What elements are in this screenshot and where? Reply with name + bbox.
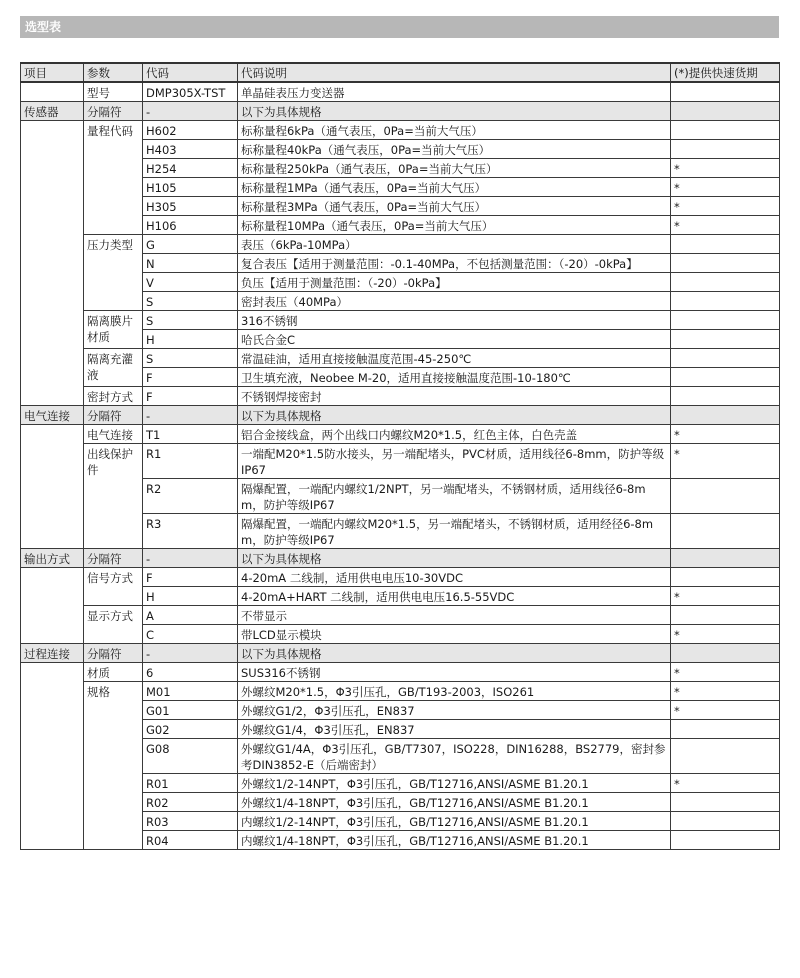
table-row [21,568,780,587]
table-row [21,387,780,406]
cell-code: - [143,102,238,121]
cell-desc: 内螺纹1/2-14NPT，Φ3引压孔，GB/T12716,ANSI/ASME B1.20.1 [238,812,671,831]
cell-code: H403 [143,140,238,159]
cell-quick: * [671,159,780,178]
cell-code: R3 [143,514,238,549]
cell-desc: 单晶硅表压力变送器 [238,82,671,102]
cell-quick: * [671,625,780,644]
cell-code: H [143,587,238,606]
separator-row [21,406,780,425]
cell-desc: 以下为具体规格 [238,644,671,663]
cell-desc: 铝合金接线盒，两个出线口内螺纹M20*1.5，红色主体，白色壳盖 [238,425,671,444]
cell-item [21,568,84,644]
cell-quick [671,387,780,406]
cell-code: H105 [143,178,238,197]
cell-quick [671,739,780,774]
cell-code: G02 [143,720,238,739]
cell-code: H305 [143,197,238,216]
header-item: 项目 [21,63,84,82]
cell-code: 6 [143,663,238,682]
cell-desc: 以下为具体规格 [238,102,671,121]
cell-param: 隔离充灌液 [84,349,143,387]
table-row [21,82,780,102]
separator-row [21,644,780,663]
cell-code: V [143,273,238,292]
cell-code: R2 [143,479,238,514]
cell-param: 出线保护件 [84,444,143,549]
cell-code: R02 [143,793,238,812]
cell-item [21,82,84,102]
cell-quick [671,479,780,514]
cell-item: 过程连接 [21,644,84,663]
cell-item [21,425,84,549]
selection-table [20,62,780,850]
table-row [21,425,780,444]
cell-param: 显示方式 [84,606,143,644]
cell-param: 规格 [84,682,143,850]
cell-quick: * [671,178,780,197]
cell-desc: 4-20mA 二线制，适用供电电压10-30VDC [238,568,671,587]
cell-param: 分隔符 [84,102,143,121]
cell-code: G [143,235,238,254]
cell-desc: 316不锈钢 [238,311,671,330]
cell-param: 分隔符 [84,406,143,425]
table-body [21,82,780,850]
cell-desc: 4-20mA+HART 二线制，适用供电电压16.5-55VDC [238,587,671,606]
table-header-row [21,63,780,82]
table-row [21,311,780,330]
table-row [21,235,780,254]
cell-code: H [143,330,238,349]
cell-desc: 外螺纹1/2-14NPT，Φ3引压孔，GB/T12716,ANSI/ASME B1.20.1 [238,774,671,793]
cell-param: 量程代码 [84,121,143,235]
cell-param: 信号方式 [84,568,143,606]
cell-quick [671,349,780,368]
cell-code: R01 [143,774,238,793]
cell-code: M01 [143,682,238,701]
cell-desc: 密封表压（40MPa） [238,292,671,311]
cell-code: F [143,368,238,387]
cell-code: - [143,406,238,425]
cell-param: 压力类型 [84,235,143,311]
cell-quick [671,102,780,121]
cell-param: 隔离膜片材质 [84,311,143,349]
cell-desc: 内螺纹1/4-18NPT，Φ3引压孔，GB/T12716,ANSI/ASME B1.20.1 [238,831,671,850]
cell-code: S [143,349,238,368]
cell-desc: 外螺纹1/4-18NPT，Φ3引压孔，GB/T12716,ANSI/ASME B1.20.1 [238,793,671,812]
cell-param: 分隔符 [84,644,143,663]
cell-quick: * [671,197,780,216]
cell-desc: 卫生填充液，Neobee M-20，适用直接接触温度范围-10-180℃ [238,368,671,387]
cell-code: H106 [143,216,238,235]
cell-code: C [143,625,238,644]
cell-quick: * [671,216,780,235]
cell-item [21,663,84,850]
cell-desc: 负压【适用于测量范围：（-20）-0kPa】 [238,273,671,292]
header-quick: (*)提供快速货期 [671,63,780,82]
cell-desc: 外螺纹G1/2，Φ3引压孔，EN837 [238,701,671,720]
cell-quick [671,793,780,812]
table-row [21,444,780,479]
cell-desc: 标称量程40kPa（通气表压，0Pa=当前大气压） [238,140,671,159]
table-row [21,663,780,682]
cell-code: F [143,568,238,587]
cell-code: - [143,549,238,568]
cell-quick: * [671,682,780,701]
cell-quick [671,812,780,831]
cell-quick [671,406,780,425]
cell-desc: 带LCD显示模块 [238,625,671,644]
cell-desc: 标称量程6kPa（通气表压，0Pa=当前大气压） [238,121,671,140]
cell-code: F [143,387,238,406]
cell-quick: * [671,425,780,444]
cell-desc: 一端配M20*1.5防水接头，另一端配堵头，PVC材质，适用线径6-8mm，防护等级IP67 [238,444,671,479]
cell-quick: * [671,444,780,479]
header-desc: 代码说明 [238,63,671,82]
cell-desc: 哈氏合金C [238,330,671,349]
cell-param: 密封方式 [84,387,143,406]
cell-code: A [143,606,238,625]
cell-code: R03 [143,812,238,831]
cell-desc: 不锈钢焊接密封 [238,387,671,406]
cell-quick [671,311,780,330]
cell-item: 电气连接 [21,406,84,425]
cell-code: S [143,292,238,311]
header-param: 参数 [84,63,143,82]
cell-quick [671,549,780,568]
table-row [21,121,780,140]
cell-desc: 外螺纹G1/4，Φ3引压孔，EN837 [238,720,671,739]
table-row [21,606,780,625]
table-row [21,349,780,368]
cell-quick [671,82,780,102]
cell-quick [671,121,780,140]
separator-row [21,549,780,568]
cell-item: 传感器 [21,102,84,121]
cell-quick: * [671,663,780,682]
cell-desc: 外螺纹G1/4A，Φ3引压孔，GB/T7307，ISO228，DIN16288，BS2779，密封参考DIN3852-E（后端密封） [238,739,671,774]
cell-quick [671,568,780,587]
cell-quick [671,514,780,549]
header-code: 代码 [143,63,238,82]
table-row [21,682,780,701]
cell-quick: * [671,774,780,793]
cell-code: G08 [143,739,238,774]
cell-quick [671,140,780,159]
cell-param: 型号 [84,82,143,102]
cell-quick [671,273,780,292]
cell-code: R1 [143,444,238,479]
cell-desc: 标称量程3MPa（通气表压，0Pa=当前大气压） [238,197,671,216]
cell-quick [671,606,780,625]
cell-desc: 表压（6kPa-10MPa） [238,235,671,254]
cell-param: 分隔符 [84,549,143,568]
cell-code: S [143,311,238,330]
cell-quick [671,720,780,739]
cell-desc: 外螺纹M20*1.5，Φ3引压孔，GB/T193-2003，ISO261 [238,682,671,701]
cell-desc: 不带显示 [238,606,671,625]
cell-code: H254 [143,159,238,178]
cell-quick: * [671,587,780,606]
cell-desc: 常温硅油，适用直接接触温度范围-45-250℃ [238,349,671,368]
cell-quick [671,831,780,850]
cell-desc: SUS316不锈钢 [238,663,671,682]
cell-desc: 复合表压【适用于测量范围：-0.1-40MPa，不包括测量范围：（-20）-0kPa】 [238,254,671,273]
cell-item: 输出方式 [21,549,84,568]
cell-desc: 隔爆配置，一端配内螺纹1/2NPT，另一端配堵头，不锈钢材质，适用线径6-8mm，防护等级IP67 [238,479,671,514]
cell-code: R04 [143,831,238,850]
cell-desc: 标称量程1MPa（通气表压，0Pa=当前大气压） [238,178,671,197]
cell-desc: 以下为具体规格 [238,406,671,425]
cell-desc: 以下为具体规格 [238,549,671,568]
cell-quick [671,235,780,254]
cell-quick [671,644,780,663]
cell-quick [671,368,780,387]
cell-desc: 标称量程10MPa（通气表压，0Pa=当前大气压） [238,216,671,235]
cell-param: 电气连接 [84,425,143,444]
cell-quick [671,254,780,273]
cell-code: DMP305X-TST [143,82,238,102]
cell-quick: * [671,701,780,720]
separator-row [21,102,780,121]
cell-code: G01 [143,701,238,720]
cell-code: - [143,644,238,663]
cell-quick [671,292,780,311]
cell-desc: 隔爆配置，一端配内螺纹M20*1.5，另一端配堵头，不锈钢材质，适用经径6-8mm，防护等级IP67 [238,514,671,549]
section-title: 选型表 [20,16,779,38]
cell-quick [671,330,780,349]
cell-code: N [143,254,238,273]
cell-param: 材质 [84,663,143,682]
cell-code: H602 [143,121,238,140]
cell-desc: 标称量程250kPa（通气表压，0Pa=当前大气压） [238,159,671,178]
cell-code: T1 [143,425,238,444]
cell-item [21,121,84,406]
